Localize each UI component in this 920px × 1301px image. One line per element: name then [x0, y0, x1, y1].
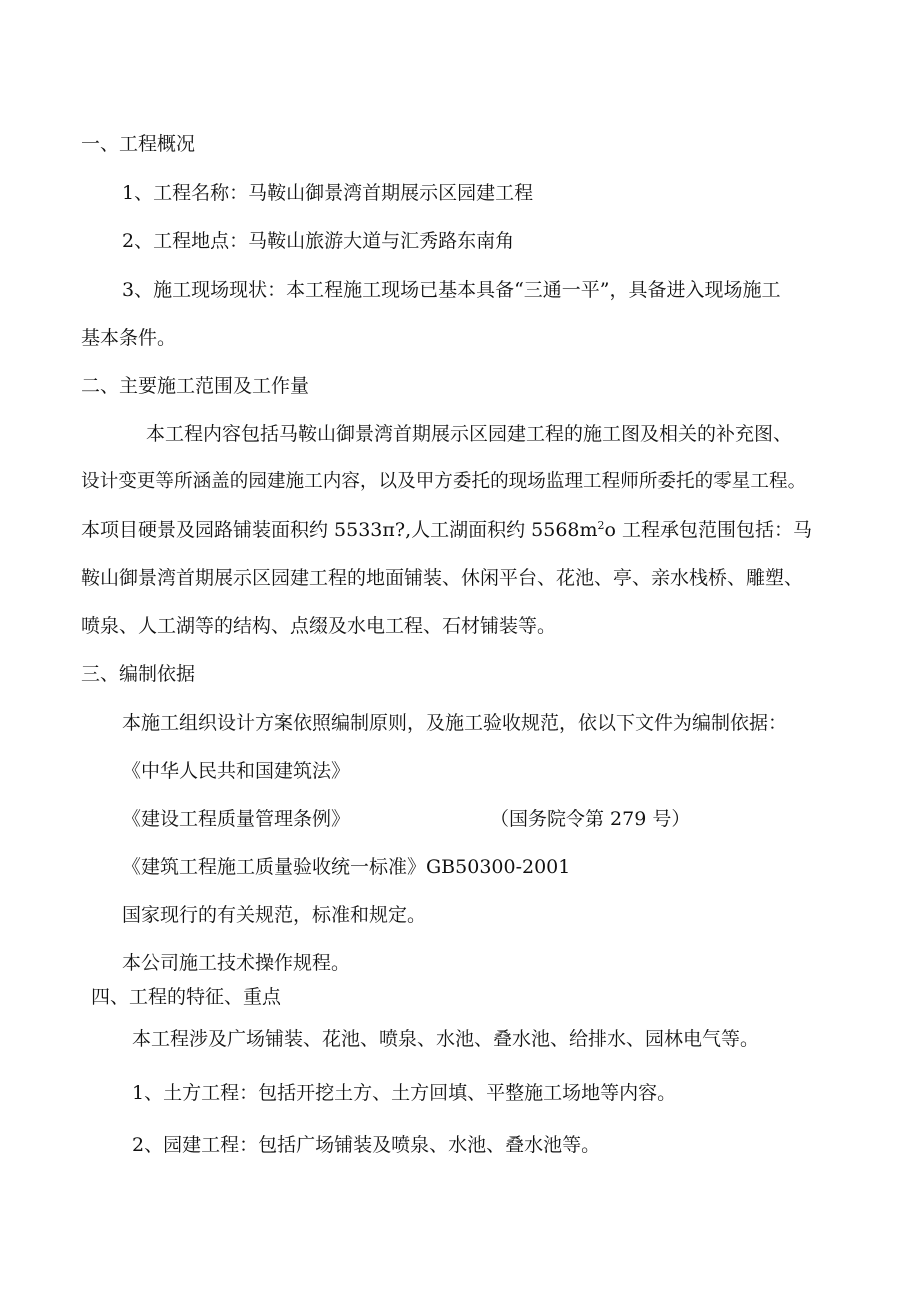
superscript-two: 2	[597, 519, 605, 532]
section-heading-overview: 一、工程概况	[81, 133, 196, 155]
scope-contract-text: o 工程承包范围包括：马	[604, 519, 813, 541]
project-name-line: 1、工程名称：马鞍山御景湾首期展示区园建工程	[122, 182, 534, 204]
basis-doc-quality-regulation: 《建设工程质量管理条例》	[122, 808, 351, 830]
basis-doc-construction-law: 《中华人民共和国建筑法》	[122, 760, 351, 782]
features-landscape: 2、园建工程：包括广场铺装及喷泉、水池、叠水池等。	[132, 1134, 601, 1156]
scope-paragraph-line-4: 鞍山御景湾首期展示区园建工程的地面铺装、休闲平台、花池、亭、亲水栈桥、雕塑、	[81, 567, 804, 589]
scope-paragraph-line-1: 本工程内容包括马鞍山御景湾首期展示区园建工程的施工图及相关的补充图、	[146, 423, 793, 445]
section-heading-basis: 三、编制依据	[81, 663, 196, 685]
basis-company-procedures: 本公司施工技术操作规程。	[122, 952, 351, 974]
scope-paragraph-line-5: 喷泉、人工湖等的结构、点缀及水电工程、石材铺装等。	[81, 615, 557, 637]
site-status-line-1: 3、施工现场现状：本工程施工现场已基本具备“三通一平”，具备进入现场施工	[122, 279, 781, 301]
basis-national-norms: 国家现行的有关规范，标准和规定。	[122, 904, 427, 926]
basis-intro: 本施工组织设计方案依照编制原则，及施工验收规范，依以下文件为编制依据：	[122, 712, 788, 734]
scope-paragraph-line-3	[81, 519, 812, 542]
features-intro: 本工程涉及广场铺装、花池、喷泉、水池、叠水池、给排水、园林电气等。	[132, 1028, 760, 1050]
site-status-line-2: 基本条件。	[81, 327, 177, 349]
project-location-line: 2、工程地点：马鞍山旅游大道与汇秀路东南角	[122, 230, 515, 252]
basis-doc-quality-regulation-note: （国务院令第 279 号）	[490, 808, 691, 830]
scope-paragraph-line-2: 设计变更等所涵盖的园建施工内容，以及甲方委托的现场监理工程师所委托的零星工程。	[81, 471, 807, 492]
basis-doc-acceptance-standard: 《建筑工程施工质量验收统一标准》GB50300-2001	[122, 856, 571, 878]
section-heading-features: 四、工程的特征、重点	[91, 986, 282, 1008]
scope-area-text: 本项目硬景及园路铺装面积约 5533π?,人工湖面积约 5568m	[81, 519, 598, 541]
features-earthwork: 1、土方工程：包括开挖土方、土方回填、平整施工场地等内容。	[132, 1082, 677, 1104]
section-heading-scope: 二、主要施工范围及工作量	[81, 375, 310, 397]
